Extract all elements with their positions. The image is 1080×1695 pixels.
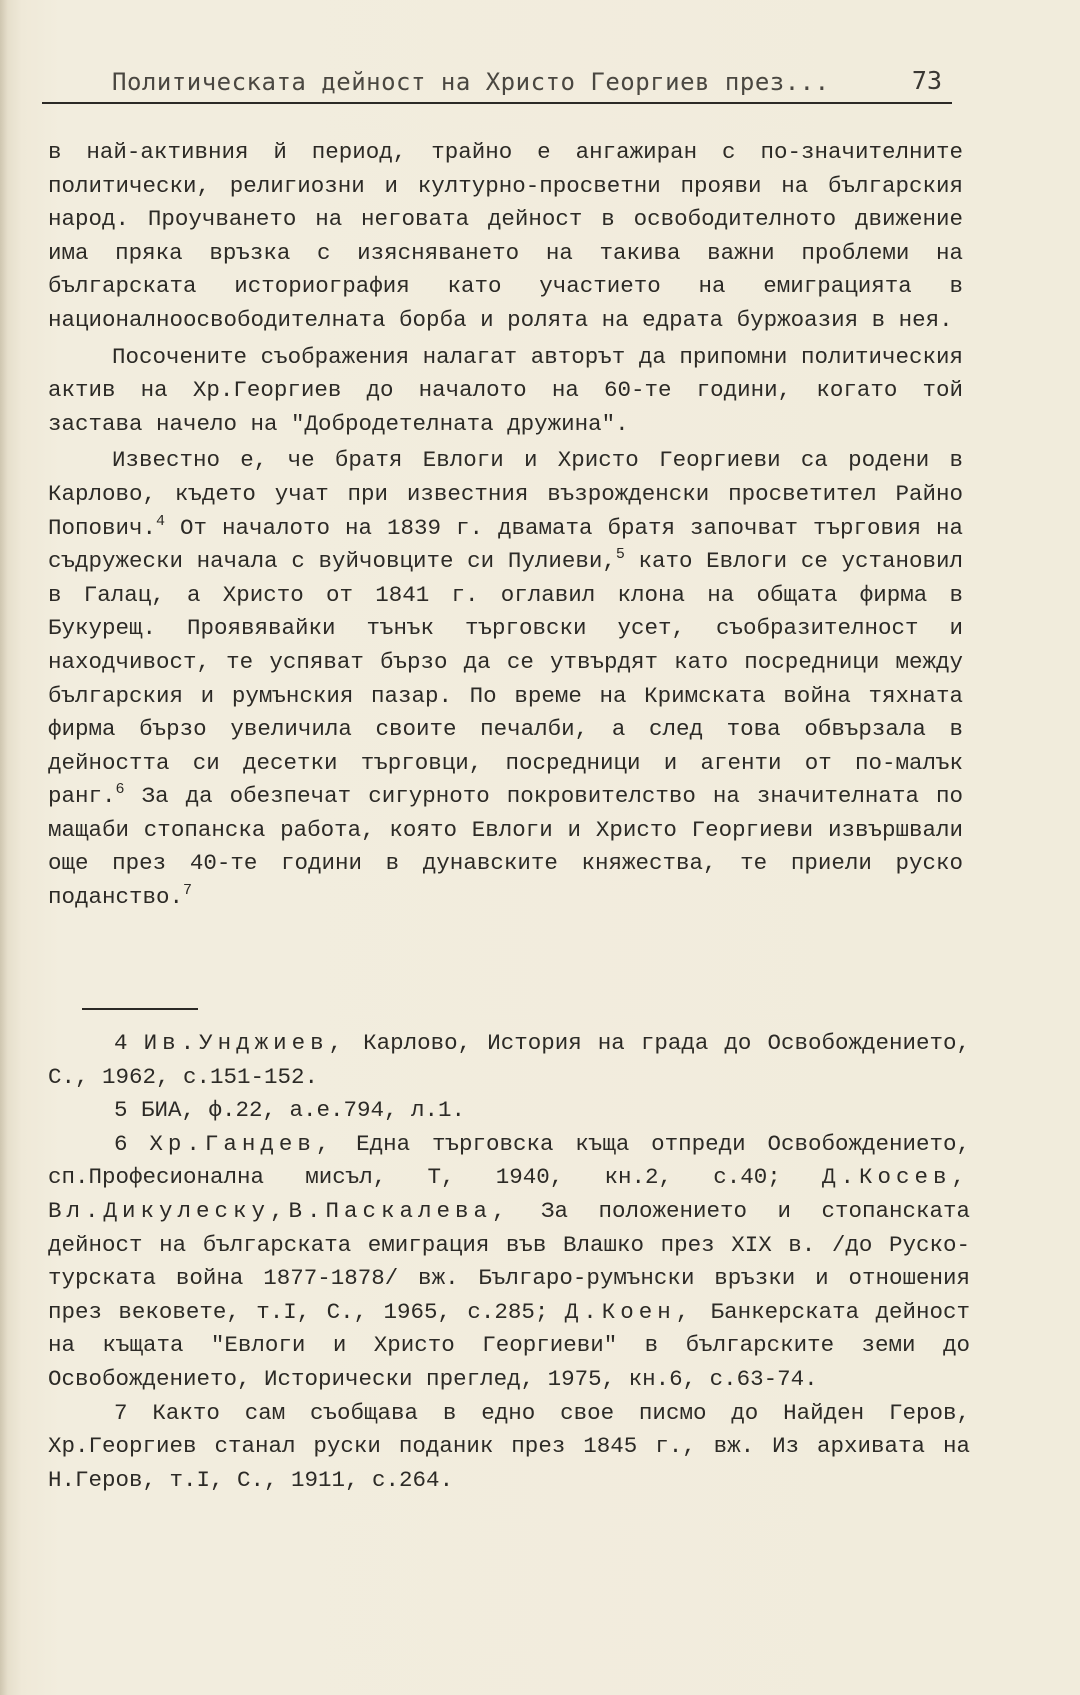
paragraph-3-part-a: Известно е, че братя Евлоги и Христо Георгиеви са родени в Карлово, където учат при известния възрожденски просветител Райно Попович. — [48, 447, 963, 541]
footnote-6-author-3: Д.Коен, — [564, 1298, 695, 1325]
footnote-6-author-2: Д.Косев, Вл.Дикулеску,В.Паскалева, — [48, 1164, 970, 1224]
paragraph-3-part-d: За да обезпечат сигурното покровителство на значителната по мащаби стопанска работа, която Евлоги и Христо Георгиеви извършвали още през 40-те години в дунавските княжества, те приели руско поданство. — [48, 783, 963, 911]
footnote-6 — [48, 1128, 970, 1397]
footnote-4-author: Ив.Унджиев, — [143, 1030, 348, 1056]
footnote-6-text-3: Банкерската дейност на къщата "Евлоги и Христо Георгиеви" в българските земи до Освобождението, Исторически преглед, 1975, кн.6, с.63-74. — [48, 1298, 970, 1392]
paragraph-1: в най-активния й период, трайно е ангажиран с по-значителните политически, религиозни и културно-просветни прояви на българския народ. Проучването на неговата дейност в освободителното движение има пряка връзка с изясняването на такива важни проблеми на българската историография като участието на емиграцията в националноосвободителната борба и ролята на едрата буржоазия в нея. — [48, 139, 963, 333]
footnote-ref-4: 4 — [156, 512, 166, 530]
footnote-5: 5 БИА, ф.22, а.е.794, л.1. — [114, 1097, 466, 1124]
footnote-6-text-1: Една търговска къща отпреди Освобождението, сп.Професионална мисъл, Т, 1940, кн.2, с.40; — [48, 1130, 970, 1191]
footnote-4-number: 4 — [114, 1030, 128, 1056]
paragraph-2: Посочените съображения налагат авторът да припомни политическия актив на Хр.Георгиев до началото на 60-те години, когато той застава начело на "Добродетелната дружина". — [48, 343, 963, 437]
footnote-ref-7: 7 — [183, 882, 193, 900]
footnote-4 — [48, 1027, 970, 1094]
running-head: Политическата дейност на Христо Георгиев през... — [112, 68, 830, 96]
footnotes — [48, 1027, 970, 1497]
footnote-6-number: 6 — [114, 1130, 128, 1157]
footnote-7: 7 Както сам съобщава в едно свое писмо до Найден Геров, Хр.Георгиев станал руски поданик през 1845 г., вж. Из архивата на Н.Геров, т.I, С., 1911, с.264. — [48, 1399, 970, 1493]
paragraph-3 — [48, 444, 963, 914]
page-number: 73 — [911, 66, 942, 95]
footnote-ref-5: 5 — [615, 546, 625, 564]
footnote-ref-6: 6 — [115, 781, 125, 799]
paragraph-3-part-c: като Евлоги се установил в Галац, а Христо от 1841 г. оглавил клона на общата фирма в Букурещ. Проявявайки тънък търговски усет, съобразителност и находчивост, те успяват бързо да се утвърдят като посредници между българския и румънския пазар. По време на Кримската война тяхната фирма бързо увеличила своите печалби, а след това обвързала в дейността си десетки търговци, посредници и агенти от по-малък ранг. — [48, 548, 964, 810]
footnote-separator — [82, 1008, 198, 1010]
page-header — [42, 60, 952, 104]
footnote-6-text-2: За положението и стопанската дейност на българската емиграция във Влашко през XIX в. /до Руско-турската война 1877-1878/ вж. Българо-румънски връзки и отношения през вековете, т.I, С., 1965, с.285; — [48, 1197, 970, 1325]
footnote-4-text: Карлово, История на града до Освобождението, С., 1962, с.151-152. — [48, 1030, 970, 1090]
footnote-6-author-1: Хр.Гандев, — [149, 1130, 335, 1157]
main-text — [48, 136, 963, 915]
paragraph-3-part-b: От началото на 1839 г. двамата братя започват търговия на съдружески начала с вуйчовците си Пулиеви, — [48, 514, 963, 575]
